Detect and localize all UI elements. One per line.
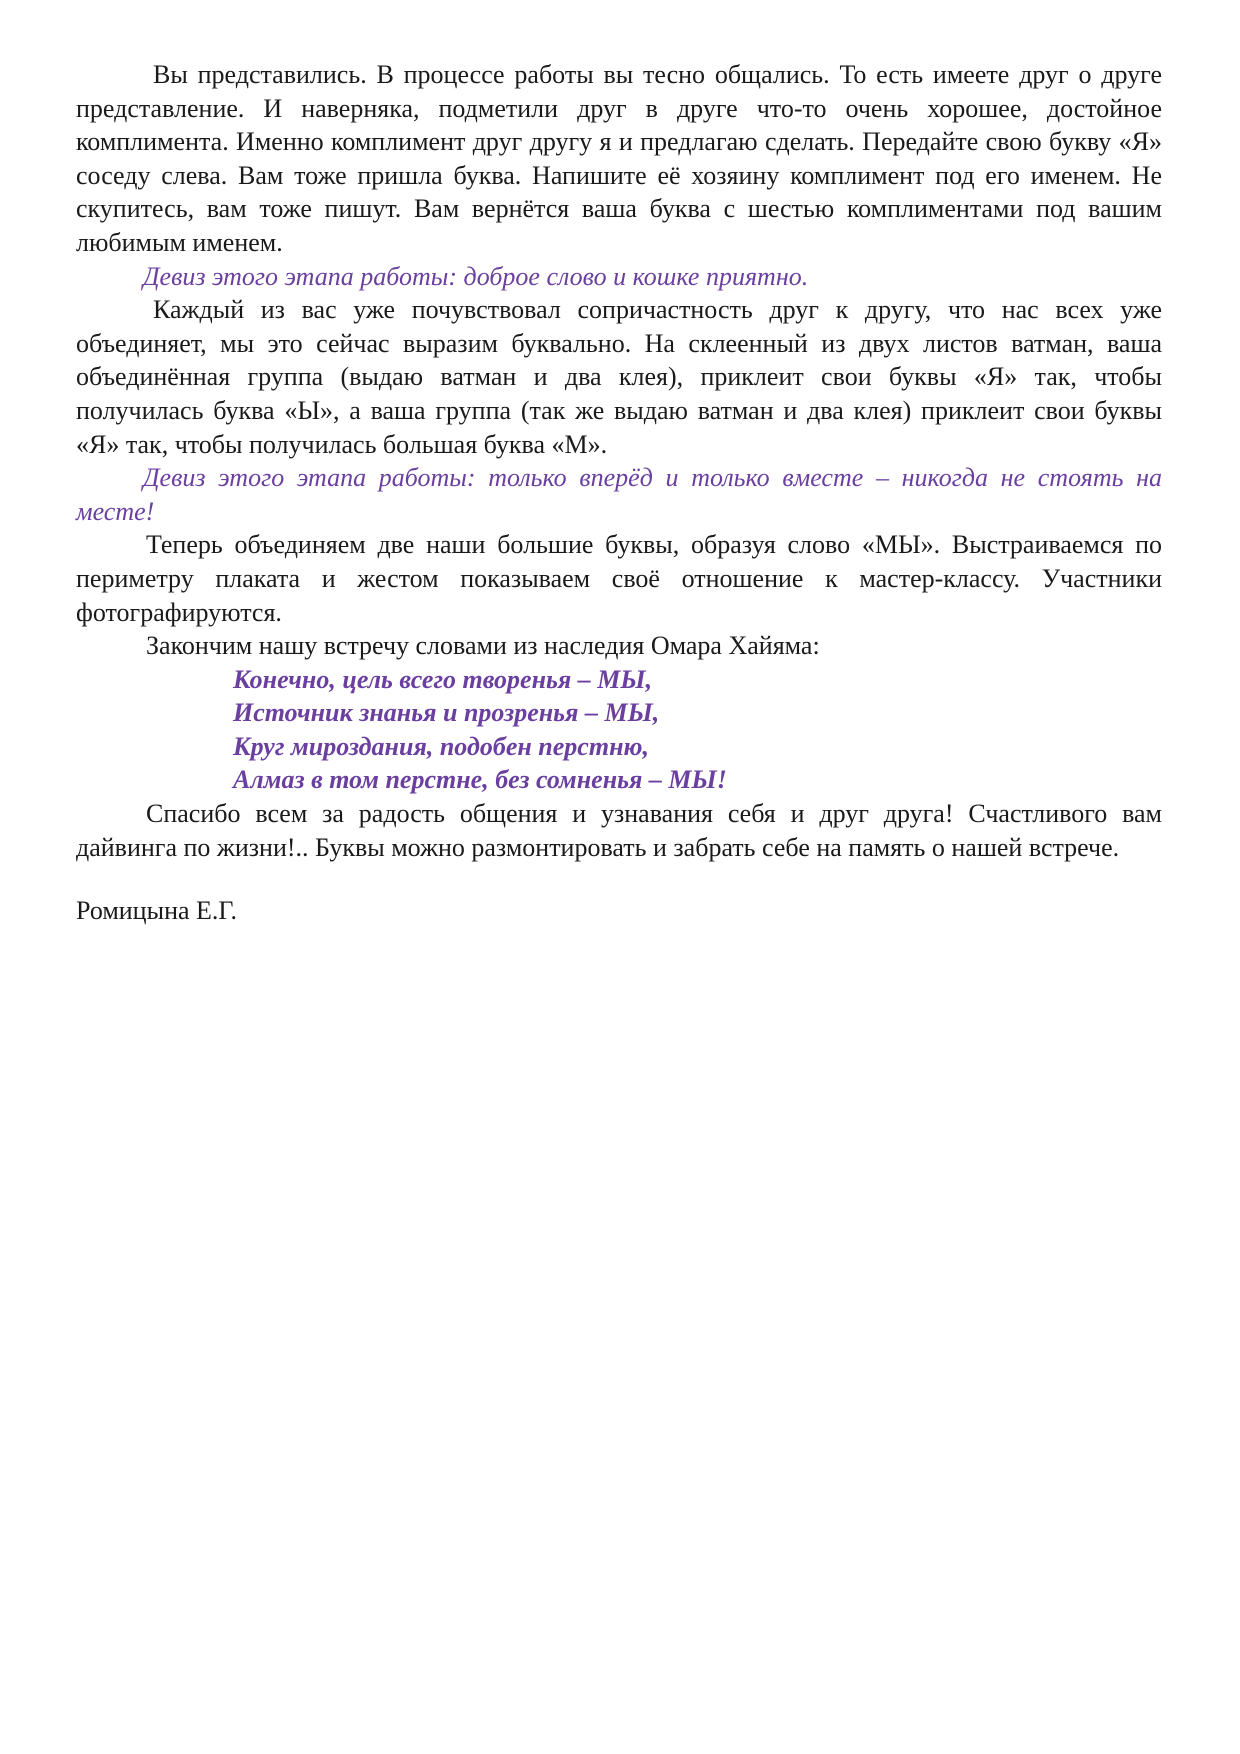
poem-line: Конечно, цель всего творенья – МЫ,	[233, 664, 653, 694]
document-page	[76, 58, 1162, 928]
poem-line: Круг мироздания, подобен перстню,	[233, 731, 649, 761]
poem-block	[76, 663, 1162, 797]
paragraph-thanks: Спасибо всем за радость общения и узнавания себя и друг друга! Счастливого вам дайвинга по жизни!.. Буквы можно размонтировать и забрать себе на память о нашей встрече.	[76, 799, 1162, 862]
motto-only-forward: Девиз этого этапа работы: только вперёд и только вместе – никогда не стоять на месте!	[76, 463, 1162, 526]
motto-kind-word: Девиз этого этапа работы: доброе слово и кошке приятно.	[143, 261, 809, 291]
signature: Ромицына Е.Г.	[76, 896, 238, 926]
paragraph-khayyam-intro: Закончим нашу встречу словами из наследия Омара Хайяма:	[146, 631, 820, 661]
paragraph-introductions: Вы представились. В процессе работы вы тесно общались. То есть имеете друг о друге представление. И наверняка, подметили друг в друге что-то очень хорошее, достойное комплимента. Именно комплимент друг другу я и предлагаю сделать. Передайте свою букву «Я» соседу слева. Вам тоже пришла буква. Напишите её хозяину комплимент под его именем. Не скупитесь, вам тоже пишут. Вам вернётся ваша буква с шестью комплиментами под вашим любимым именем.	[76, 60, 1162, 257]
poem-line: Источник знанья и прозренья – МЫ,	[233, 698, 660, 728]
paragraph-combine-word: Теперь объединяем две наши большие буквы, образуя слово «МЫ». Выстраиваемся по периметру плаката и жестом показываем своё отношение к мастер-классу. Участники фотографируются.	[76, 530, 1162, 627]
paragraph-letters-assembly: Каждый из вас уже почувствовал сопричастность друг к другу, что нас всех уже объединяет, мы это сейчас выразим буквально. На склеенный из двух листов ватман, ваша объединённая группа (выдаю ватман и два клея), приклеит свои буквы «Я» так, чтобы получилась буква «Ы», а ваша группа (так же выдаю ватман и два клея) приклеит свои буквы «Я» так, чтобы получилась большая буква «М».	[76, 295, 1162, 459]
poem-line: Алмаз в том перстне, без сомненья – МЫ!	[233, 765, 727, 795]
